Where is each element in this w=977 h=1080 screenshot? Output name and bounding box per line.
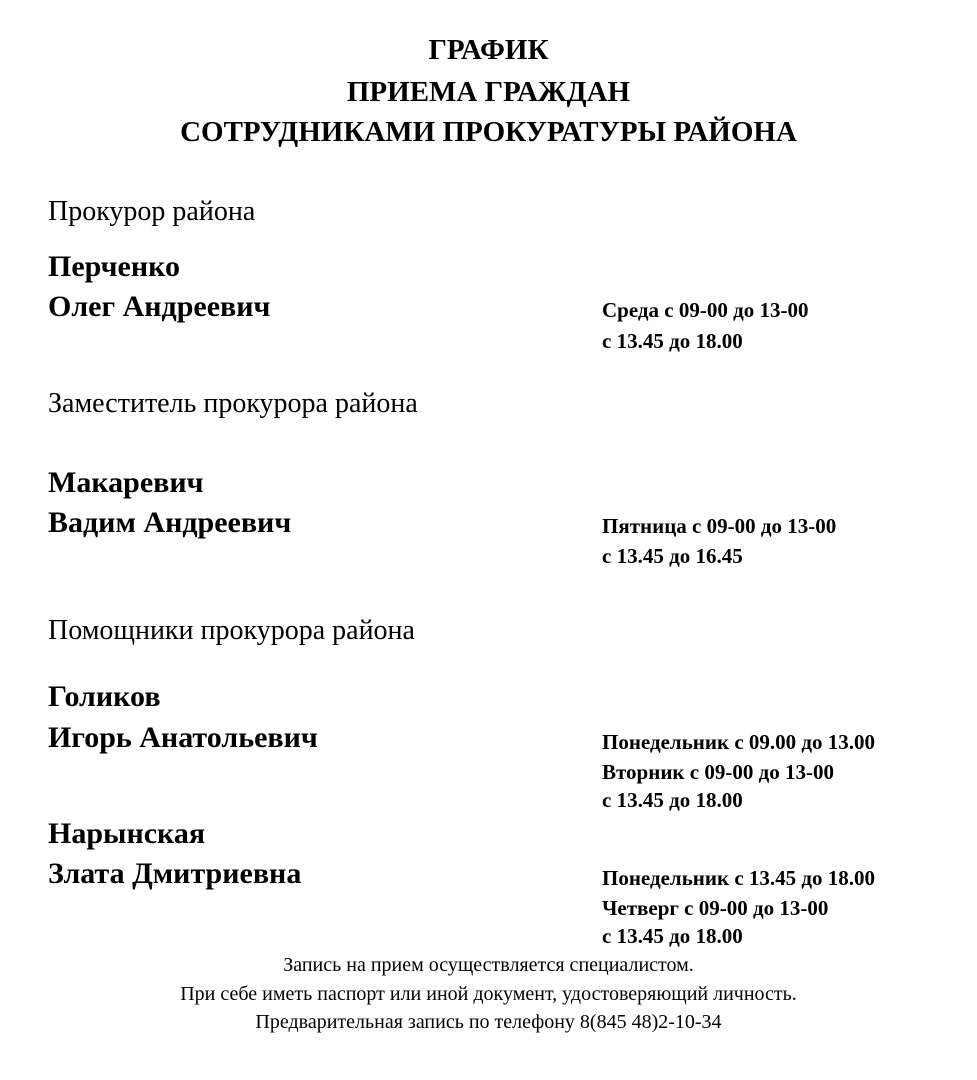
- person-surname: Нарынская: [48, 817, 206, 850]
- person-surname: Макаревич: [48, 466, 204, 499]
- document-title-line-2: ПРИЕМА ГРАЖДАН: [346, 76, 631, 108]
- schedule-line: Среда с 09-00 до 13-00: [602, 298, 809, 322]
- person-given-name: Олег Андреевич: [48, 290, 271, 323]
- person-given-name: Злата Дмитриевна: [48, 857, 302, 890]
- footer-note-documents: При себе иметь паспорт или иной документ, удостоверяющий личность.: [180, 983, 797, 1005]
- schedule-line: с 13.45 до 18.00: [602, 788, 743, 812]
- schedule-line: Понедельник с 09.00 до 13.00: [602, 730, 876, 754]
- schedule-line: с 13.45 до 18.00: [602, 329, 743, 353]
- schedule-line: Пятница с 09-00 до 13-00: [602, 514, 837, 538]
- schedule-line: Четверг с 09-00 до 13-00: [602, 896, 829, 920]
- document-title-line-1: ГРАФИК: [428, 34, 549, 66]
- person-given-name: Вадим Андреевич: [48, 506, 292, 539]
- footer-note-appointment: Запись на прием осуществляется специалистом.: [283, 954, 694, 976]
- section-heading-prosecutor: Прокурор района: [48, 196, 256, 227]
- section-heading-assistants: Помощники прокурора района: [48, 615, 415, 646]
- schedule-line: Понедельник с 13.45 до 18.00: [602, 866, 876, 890]
- section-heading-deputy: Заместитель прокурора района: [48, 388, 418, 419]
- schedule-line: Вторник с 09-00 до 13-00: [602, 760, 834, 784]
- person-surname: Перченко: [48, 250, 180, 283]
- schedule-line: с 13.45 до 16.45: [602, 544, 743, 568]
- schedule-line: с 13.45 до 18.00: [602, 924, 743, 948]
- footer-note-phone: Предварительная запись по телефону 8(845 48)2-10-34: [255, 1011, 722, 1033]
- document-title-line-3: СОТРУДНИКАМИ ПРОКУРАТУРЫ РАЙОНА: [180, 116, 797, 148]
- person-given-name: Игорь Анатольевич: [48, 721, 318, 754]
- person-surname: Голиков: [48, 680, 161, 713]
